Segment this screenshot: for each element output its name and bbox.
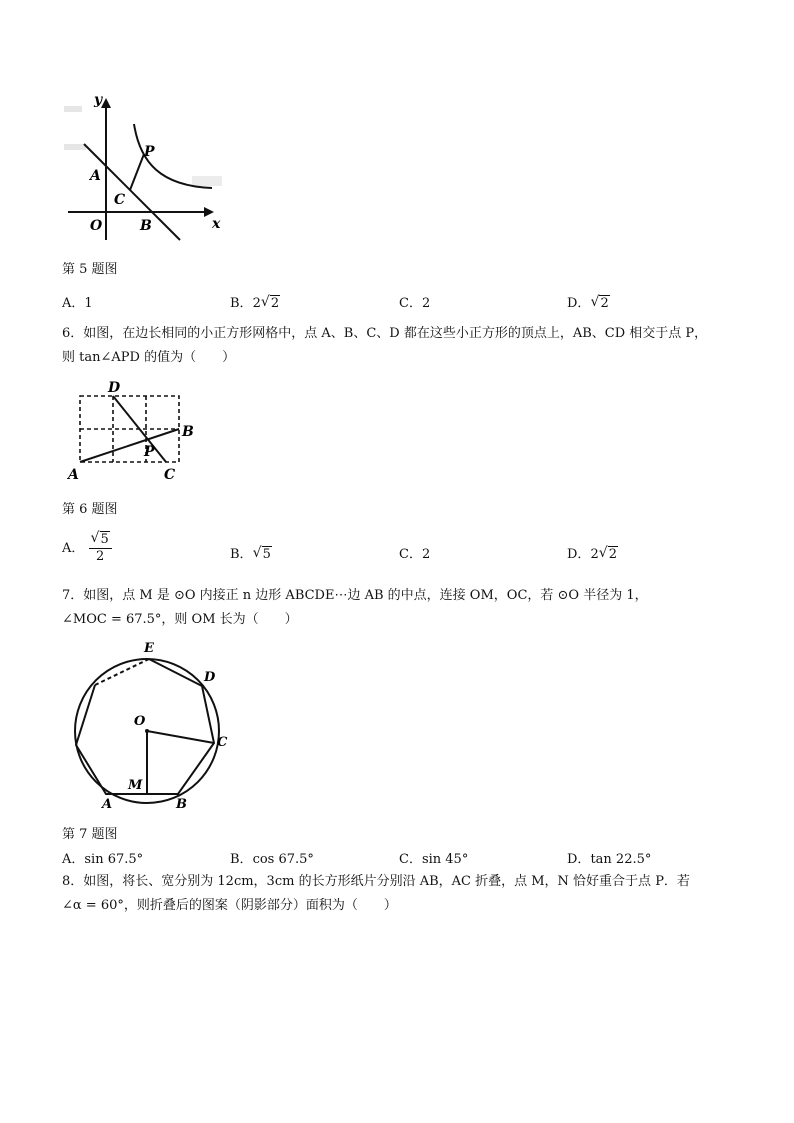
q5-option-d[interactable]: D． √ 2 <box>567 294 609 311</box>
q5-label-p: P <box>144 144 155 160</box>
q7-option-d[interactable]: D．tan 22.5° <box>567 852 652 867</box>
sqrt-symbol: √ 5 <box>90 530 109 547</box>
sqrt-symbol: √ 2 <box>590 294 609 311</box>
q6-figure <box>62 376 202 484</box>
q7-caption: 第 7 题图 <box>62 827 118 842</box>
sqrt-symbol: √ 2 <box>598 545 617 562</box>
q6-label-d: D <box>108 380 121 396</box>
q7-label-e: E <box>144 641 154 656</box>
q6-option-a[interactable]: A． √ 5 2 <box>62 532 112 565</box>
q5-label-y: y <box>94 92 103 108</box>
q6-label-c: C <box>164 467 176 483</box>
q7-option-b[interactable]: B．cos 67.5° <box>230 852 314 867</box>
q7-label-a: A <box>102 797 113 812</box>
q5-option-b[interactable]: B．2 √ 2 <box>230 294 280 311</box>
q7-stem-line2: ∠MOC = 67.5°，则 OM 长为（ ） <box>62 612 298 627</box>
sqrt-symbol: √ 5 <box>252 545 271 562</box>
q5-caption: 第 5 题图 <box>62 262 118 277</box>
q7-option-a[interactable]: A．sin 67.5° <box>62 852 144 867</box>
sqrt-symbol: √ 2 <box>260 294 280 311</box>
q5-figure <box>62 92 232 242</box>
q5-label-c: C <box>114 192 126 208</box>
q5-label-b: B <box>140 218 152 234</box>
q7-label-o: O <box>134 714 146 729</box>
q7-label-m: M <box>128 778 143 793</box>
q5-option-c[interactable]: C．2 <box>399 296 431 311</box>
q6-option-d[interactable]: D．2 √ 2 <box>567 545 617 562</box>
q6-stem-line1: 6．如图，在边长相同的小正方形网格中，点 A、B、C、D 都在这些小正方形的顶点上，AB、CD 相交于点 P， <box>62 326 708 341</box>
q6-option-b[interactable]: B． √ 5 <box>230 545 271 562</box>
q8-stem-line2: ∠α = 60°，则折叠后的图案（阴影部分）面积为（ ） <box>62 898 397 913</box>
q6-label-b: B <box>182 424 194 440</box>
q6-line-ab <box>80 429 179 462</box>
q7-stem-line1: 7．如图，点 M 是 ⊙O 内接正 n 边形 ABCDE⋯边 AB 的中点，连接 OM，OC，若 ⊙O 半径为 1， <box>62 588 648 603</box>
q5-label-x: x <box>212 216 221 232</box>
q6-stem-line2: 则 tan∠APD 的值为（ ） <box>62 350 236 365</box>
q6-label-p: P <box>144 444 155 460</box>
q8-stem-line1: 8．如图，将长、宽分别为 12cm，3cm 的长方形纸片分别沿 AB，AC 折叠，点 M，N 恰好重合于点 P．若 <box>62 874 690 889</box>
q7-figure <box>62 636 242 816</box>
q7-label-c: C <box>217 735 228 750</box>
q5-label-a: A <box>90 168 101 184</box>
q7-label-b: B <box>176 797 187 812</box>
q5-segment-pc <box>130 154 144 190</box>
q7-option-c[interactable]: C．sin 45° <box>399 852 469 867</box>
fraction: √ 5 2 <box>89 532 112 565</box>
q6-caption: 第 6 题图 <box>62 502 118 517</box>
q5-label-o: O <box>90 218 103 234</box>
q6-label-a: A <box>68 467 79 483</box>
q5-option-a[interactable]: A．1 <box>62 296 93 311</box>
q7-segment-oc <box>147 731 214 743</box>
q6-option-c[interactable]: C．2 <box>399 547 431 562</box>
q7-label-d: D <box>204 670 216 685</box>
